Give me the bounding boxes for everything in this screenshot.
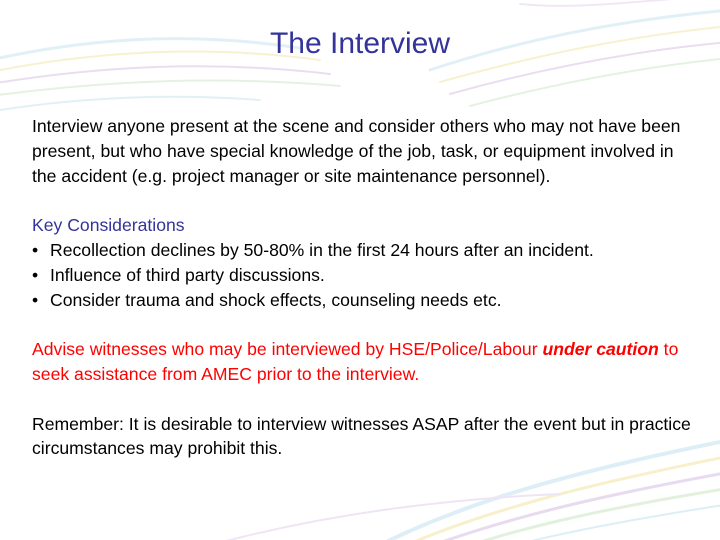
bullet-text: Consider trauma and shock effects, counseling needs etc. bbox=[50, 289, 502, 310]
bullet-text: Recollection declines by 50-80% in the first 24 hours after an incident. bbox=[50, 239, 594, 260]
bullet-icon: • bbox=[32, 289, 39, 310]
slide-body bbox=[32, 114, 698, 461]
under-caution-emphasis: under caution bbox=[542, 339, 659, 360]
remember-paragraph: Remember: It is desirable to interview witnesses ASAP after the event but in practice circumstances may prohibit this. bbox=[32, 413, 691, 459]
advise-text-before: Advise witnesses who may be interviewed by HSE/Police/Labour bbox=[32, 339, 543, 360]
list-item bbox=[32, 288, 698, 313]
list-item bbox=[32, 263, 698, 288]
key-considerations-list bbox=[32, 238, 698, 312]
slide-title: The Interview bbox=[269, 27, 451, 60]
key-considerations-heading: Key Considerations bbox=[32, 215, 185, 236]
bullet-icon: • bbox=[32, 264, 39, 285]
advise-warning-paragraph bbox=[32, 337, 698, 387]
intro-paragraph: Interview anyone present at the scene and consider others who may not have been present, but who have special knowledge of the job, task, or equipment involved in the accident (e.g. project manager or site maintenance personnel). bbox=[32, 116, 681, 186]
advise-text-after: to seek assistance from AMEC prior to the interview. bbox=[32, 339, 679, 384]
list-item bbox=[32, 238, 698, 263]
bullet-text: Influence of third party discussions. bbox=[50, 264, 325, 285]
bullet-icon: • bbox=[32, 239, 39, 260]
